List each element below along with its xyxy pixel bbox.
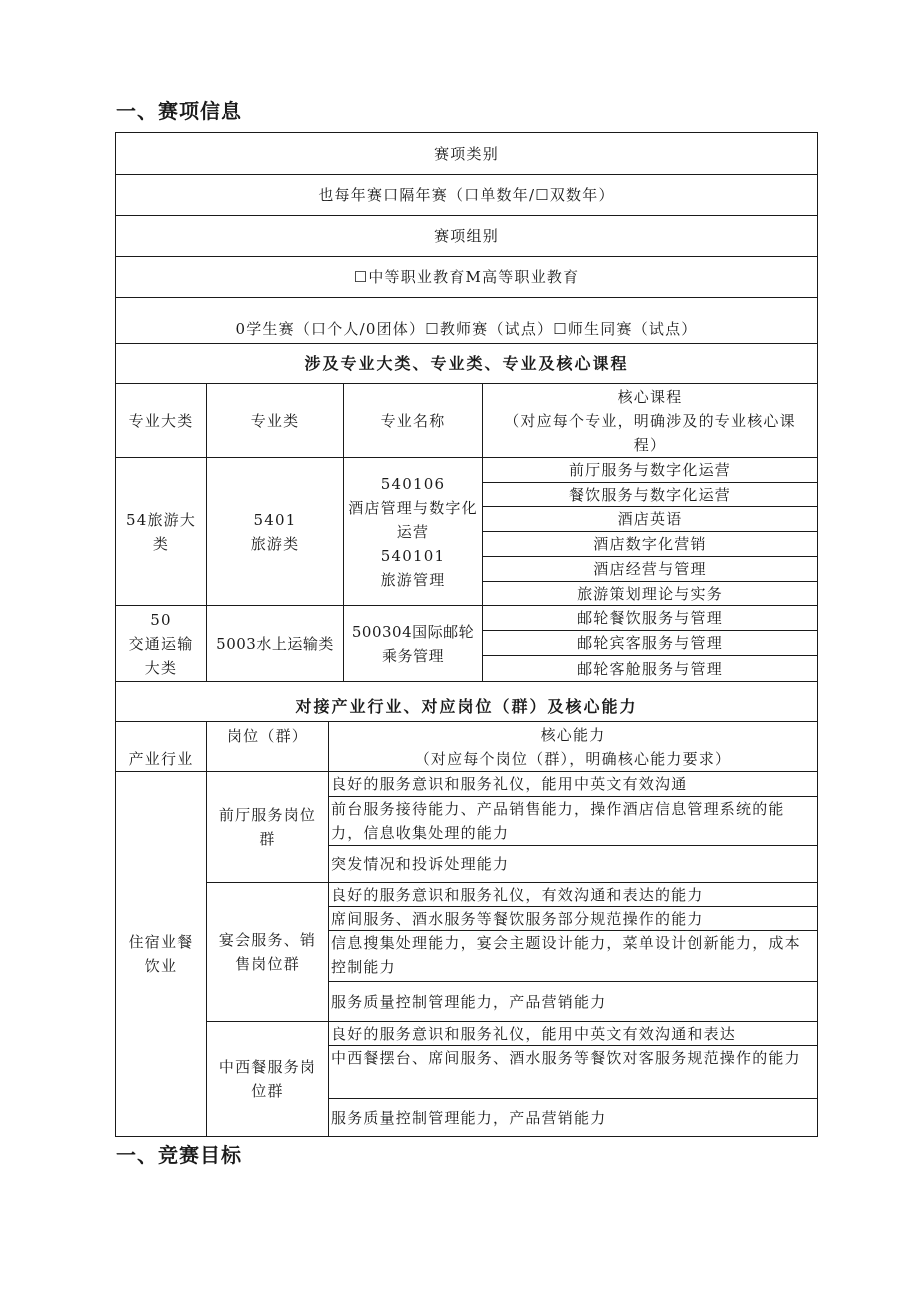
ability-item: 突发情况和投诉处理能力 — [331, 855, 510, 873]
industry-section-title: 对接产业行业、对应岗位（群）及核心能力 — [295, 697, 638, 716]
transport-course: 邮轮客舱服务与管理 — [577, 659, 723, 678]
post-group-front-office: 前厅服务岗位群 — [218, 806, 317, 848]
tourism-major1-code: 540106 — [380, 474, 446, 493]
transport-class: 5003水上运输类 — [216, 634, 334, 653]
tourism-course: 旅游策划理论与实务 — [577, 584, 723, 603]
transport-course: 邮轮宾客服务与管理 — [577, 634, 723, 652]
tourism-category: 54旅游大类 — [125, 510, 197, 553]
header-major-category: 专业大类 — [128, 411, 194, 430]
header-core-ability — [329, 722, 817, 771]
ability-item: 良好的服务意识和服务礼仪，能用中英文有效沟通 — [331, 775, 688, 793]
post-group-banquet: 宴会服务、销售岗位群 — [218, 931, 317, 973]
ability-item: 前台服务接待能力、产品销售能力，操作酒店信息管理系统的能力，信息收集处理的能力 — [331, 800, 785, 842]
ability-item: 良好的服务意识和服务礼仪，有效沟通和表达的能力 — [331, 885, 704, 904]
section-heading-competition-goals: 一、竞赛目标 — [116, 1143, 242, 1167]
event-category-label: 赛项类别 — [434, 145, 499, 163]
transport-category-name: 交通运输大类 — [128, 634, 194, 677]
event-info-table — [115, 132, 818, 1137]
tourism-majors — [344, 458, 482, 605]
tourism-course: 酒店数字化营销 — [593, 535, 707, 553]
header-major-name: 专业名称 — [380, 411, 446, 430]
transport-course: 邮轮餐饮服务与管理 — [577, 609, 723, 627]
header-core-ability-line1: 核心能力 — [540, 725, 606, 744]
industry-name: 住宿业餐饮业 — [128, 933, 194, 975]
tourism-class-name: 旅游类 — [250, 534, 300, 553]
tourism-class — [207, 458, 343, 605]
transport-category-code: 50 — [150, 610, 172, 629]
header-industry: 产业行业 — [128, 750, 194, 768]
tourism-major1-name: 酒店管理与数字化运营 — [348, 498, 478, 541]
tourism-major2-name: 旅游管理 — [380, 570, 446, 589]
tourism-course: 前厅服务与数字化运营 — [568, 461, 731, 479]
tourism-course: 酒店英语 — [617, 510, 683, 528]
ability-item: 中西餐摆台、席间服务、酒水服务等餐饮对客服务规范操作的能力 — [331, 1049, 801, 1067]
section-heading-event-info: 一、赛项信息 — [116, 99, 242, 123]
majors-section-title: 涉及专业大类、专业类、专业及核心课程 — [304, 353, 629, 373]
ability-item: 信息搜集处理能力，宴会主题设计能力，菜单设计创新能力，成本控制能力 — [331, 934, 801, 976]
ability-item: 席间服务、酒水服务等餐饮服务部分规范操作的能力 — [331, 909, 704, 928]
transport-major: 500304国际邮轮乘务管理 — [351, 622, 475, 665]
header-core-courses-line3: 程） — [633, 435, 667, 454]
header-post-group: 岗位（群） — [226, 727, 308, 745]
header-core-courses-line1: 核心课程 — [617, 387, 683, 406]
tourism-class-code: 5401 — [253, 510, 297, 529]
tourism-major2-code: 540101 — [380, 546, 446, 565]
event-group-value: ☐中等职业教育M高等职业教育 — [353, 268, 580, 286]
tourism-course: 酒店经营与管理 — [593, 560, 707, 578]
tourism-course: 餐饮服务与数字化运营 — [568, 485, 731, 504]
event-group-label: 赛项组别 — [434, 227, 499, 245]
header-core-ability-line2: （对应每个岗位（群），明确核心能力要求） — [414, 749, 732, 768]
header-core-courses — [483, 384, 817, 457]
post-group-western-chinese-dining: 中西餐服务岗位群 — [218, 1058, 317, 1100]
event-category-value: 也每年赛口隔年赛（口单数年/☐双数年） — [318, 186, 615, 204]
transport-category — [116, 606, 206, 681]
ability-item: 服务质量控制管理能力，产品营销能力 — [331, 992, 607, 1011]
ability-item: 良好的服务意识和服务礼仪，能用中英文有效沟通和表达 — [331, 1024, 737, 1043]
header-core-courses-line2: （对应每个专业，明确涉及的专业核心课 — [504, 411, 796, 430]
header-major-class: 专业类 — [250, 411, 300, 430]
participant-type-value: 0学生赛（口个人/0团体）☐教师赛（试点）☐师生同赛（试点） — [235, 320, 698, 338]
ability-item: 服务质量控制管理能力，产品营销能力 — [331, 1108, 607, 1127]
